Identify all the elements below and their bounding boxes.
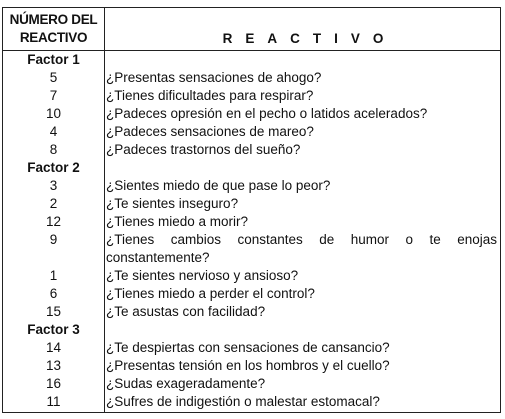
item-question: ¿Te despiertas con sensaciones de cansancio? <box>106 340 390 355</box>
item-number: 5 <box>49 70 58 85</box>
item-question: ¿Presentas sensaciones de ahogo? <box>106 70 322 85</box>
item-question: ¿Te asustas con facilidad? <box>106 304 266 319</box>
item-number: 15 <box>45 304 62 319</box>
factor-row <box>3 51 500 69</box>
item-number: 4 <box>49 124 58 139</box>
factor-row <box>3 321 500 339</box>
table-row <box>3 303 500 321</box>
item-question: ¿Tienes miedo a morir? <box>106 214 249 229</box>
item-question: ¿Sufres de indigestión o malestar estomacal? <box>106 394 380 409</box>
item-number: 13 <box>45 358 62 373</box>
items-table <box>2 7 501 413</box>
item-question: ¿Padeces trastornos del sueño? <box>106 142 301 157</box>
table-row <box>3 267 500 285</box>
item-number: 16 <box>45 376 62 391</box>
table-row <box>3 141 500 159</box>
item-question: ¿Padeces sensaciones de mareo? <box>106 124 314 139</box>
item-number: 3 <box>49 178 58 193</box>
item-question: ¿Tienes miedo a perder el control? <box>106 286 315 301</box>
table-row <box>3 87 500 105</box>
item-number: 2 <box>49 196 58 211</box>
item-number: 8 <box>49 142 58 157</box>
item-number: 10 <box>45 106 62 121</box>
item-number: 9 <box>49 232 58 247</box>
item-question: ¿Sientes miedo de que pase lo peor? <box>106 178 331 193</box>
table-row <box>3 375 500 393</box>
table-row <box>3 195 500 213</box>
item-question: ¿Sudas exageradamente? <box>106 376 266 391</box>
header-item: REACTIVO <box>222 31 397 46</box>
table-row <box>3 213 500 231</box>
table-row <box>3 357 500 375</box>
factor-label: Factor 2 <box>27 160 80 175</box>
item-number: 1 <box>49 268 58 283</box>
table-row <box>3 285 500 303</box>
item-number: 6 <box>49 286 58 301</box>
table-row <box>3 231 500 267</box>
item-question: ¿Te sientes inseguro? <box>106 196 239 211</box>
table-row <box>3 339 500 357</box>
item-number: 12 <box>45 214 62 229</box>
table-row <box>3 69 500 87</box>
factor-label: Factor 1 <box>27 52 80 67</box>
factor-label: Factor 3 <box>27 322 80 337</box>
item-question: ¿Presentas tensión en los hombros y el cuello? <box>106 358 390 373</box>
header-item-number: NÚMERO DEL REACTIVO <box>9 12 98 45</box>
table-body <box>3 51 500 411</box>
item-question: ¿Tienes cambios constantes de humor o te enojas constantemente? <box>106 232 497 265</box>
table-row <box>3 105 500 123</box>
table-row <box>3 177 500 195</box>
item-question: ¿Padeces opresión en el pecho o latidos acelerados? <box>106 106 428 121</box>
item-question: ¿Te sientes nervioso y ansioso? <box>106 268 299 283</box>
item-number: 11 <box>46 394 61 409</box>
item-question: ¿Tienes dificultades para respirar? <box>106 88 314 103</box>
item-number: 14 <box>45 340 62 355</box>
table-row <box>3 123 500 141</box>
factor-row <box>3 159 500 177</box>
item-number: 7 <box>49 88 58 103</box>
table-row <box>3 393 500 411</box>
